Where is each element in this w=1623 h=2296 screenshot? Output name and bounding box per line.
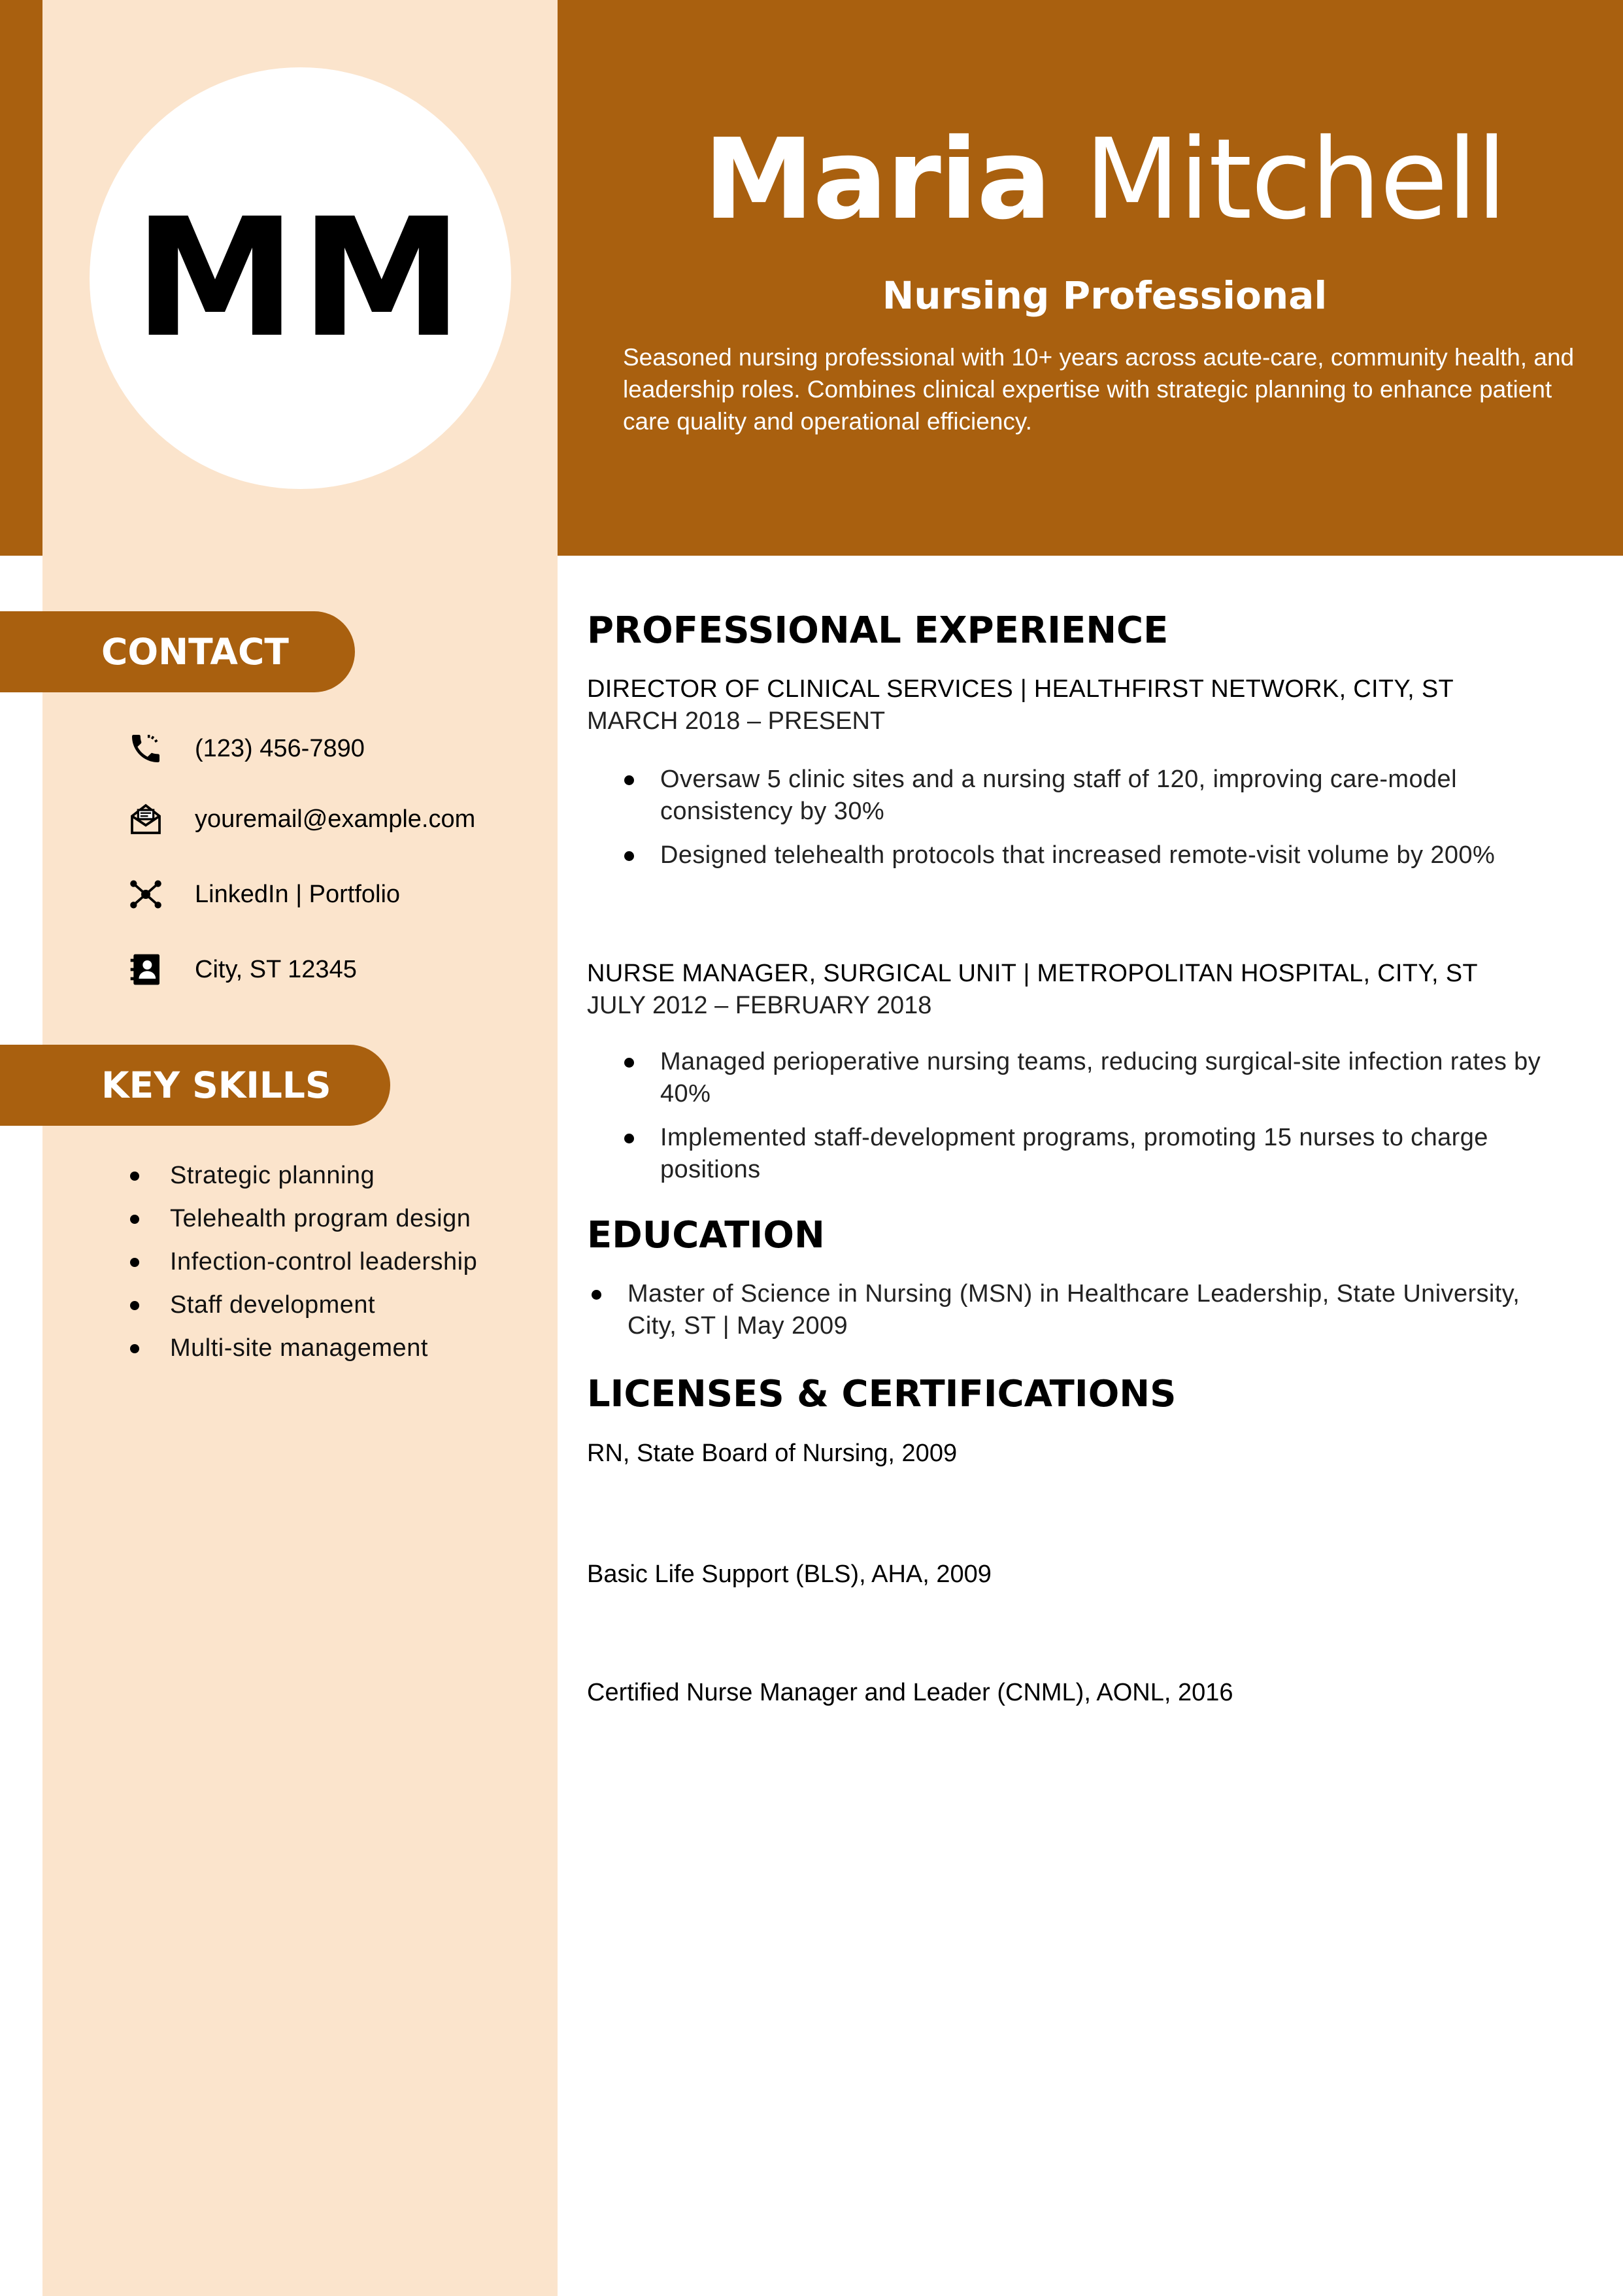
contact-heading: CONTACT bbox=[0, 611, 355, 692]
city-state: City, ST 12345 bbox=[195, 955, 357, 983]
contact-email bbox=[127, 798, 533, 841]
job-title: Nursing Professional bbox=[882, 273, 1328, 318]
education-heading: EDUCATION bbox=[587, 1214, 825, 1257]
list-item: Telehealth program design bbox=[127, 1197, 477, 1240]
accent-band bbox=[0, 0, 42, 556]
list-item: Oversaw 5 clinic sites and a nursing staff of 120, improving care-model consistency by 30% bbox=[624, 764, 1539, 828]
job-dates: MARCH 2018 – PRESENT bbox=[587, 707, 886, 735]
skills-list bbox=[127, 1154, 477, 1370]
job-role: NURSE MANAGER, SURGICAL UNIT | METROPOLITAN HOSPITAL, CITY, ST bbox=[587, 960, 1478, 987]
experience-heading: PROFESSIONAL EXPERIENCE bbox=[587, 609, 1169, 652]
contact-address bbox=[127, 948, 533, 991]
list-item: Designed telehealth protocols that increased remote-visit volume by 200% bbox=[624, 839, 1539, 871]
list-item: Infection-control leadership bbox=[127, 1240, 477, 1283]
list-item: Multi-site management bbox=[127, 1326, 477, 1370]
address-book-icon bbox=[127, 951, 164, 988]
skills-heading: KEY SKILLS bbox=[0, 1045, 390, 1126]
email-address: youremail@example.com bbox=[195, 805, 476, 833]
summary: Seasoned nursing professional with 10+ years across acute-care, community health, and leadership roles. Combines clinical expertise with strategic planning to enhance patient care quality and operational efficiency. bbox=[623, 344, 1575, 435]
certifications-heading: LICENSES & CERTIFICATIONS bbox=[587, 1373, 1177, 1415]
list-item: Staff development bbox=[127, 1283, 477, 1326]
list-item: Master of Science in Nursing (MSN) in Healthcare Leadership, State University, City, ST | May 2009 bbox=[592, 1278, 1572, 1342]
job-dates: JULY 2012 – FEBRUARY 2018 bbox=[587, 992, 932, 1019]
phone-icon bbox=[127, 730, 164, 767]
certification-item: Basic Life Support (BLS), AHA, 2009 bbox=[587, 1561, 992, 1588]
contact-links bbox=[127, 873, 533, 916]
contact-phone bbox=[127, 727, 533, 770]
email-icon bbox=[127, 801, 164, 837]
list-item: Managed perioperative nursing teams, reducing surgical-site infection rates by 40% bbox=[624, 1046, 1565, 1110]
monogram-circle bbox=[90, 67, 511, 489]
first-name: Maria bbox=[703, 115, 1050, 245]
certification-item: RN, State Board of Nursing, 2009 bbox=[587, 1440, 958, 1467]
job-role: DIRECTOR OF CLINICAL SERVICES | HEALTHFIRST NETWORK, CITY, ST bbox=[587, 675, 1454, 703]
certification-item: Certified Nurse Manager and Leader (CNML), AONL, 2016 bbox=[587, 1679, 1233, 1706]
monogram: MM bbox=[133, 182, 467, 373]
list-item: Implemented staff-development programs, promoting 15 nurses to charge positions bbox=[624, 1122, 1565, 1186]
last-name: Mitchell bbox=[1084, 115, 1506, 245]
phone-number: (123) 456-7890 bbox=[195, 734, 365, 762]
profile-links: LinkedIn | Portfolio bbox=[195, 880, 401, 908]
network-icon bbox=[127, 876, 164, 913]
job-bullets bbox=[624, 1046, 1565, 1186]
candidate-name bbox=[588, 115, 1621, 245]
job-bullets bbox=[624, 764, 1539, 871]
education-list bbox=[592, 1278, 1572, 1342]
list-item: Strategic planning bbox=[127, 1154, 477, 1197]
